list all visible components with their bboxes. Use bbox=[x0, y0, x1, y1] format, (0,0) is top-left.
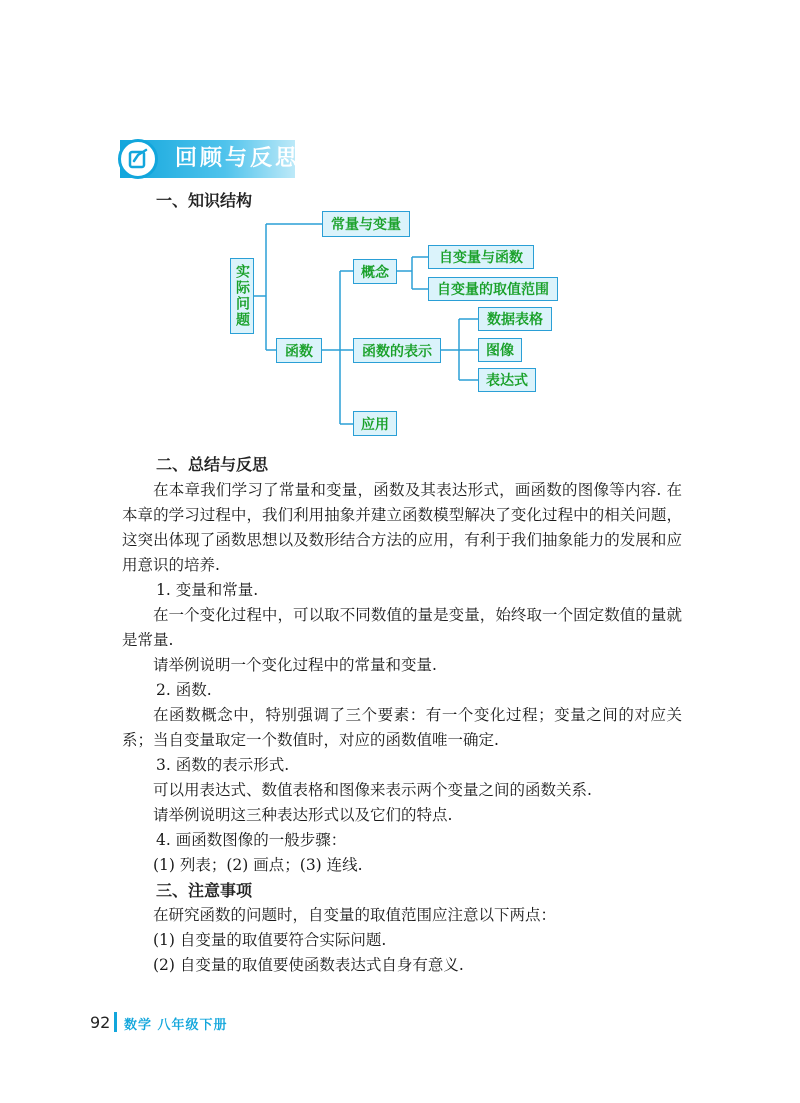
node-function: 函数 bbox=[276, 338, 322, 363]
summary-intro: 在本章我们学习了常量和变量，函数及其表达形式，画函数的图像等内容. 在本章的学习过程中，我们利用抽象并建立函数模型解决了变化过程中的相关问题，这突出体现了函数思想以及数形结合方法的应用，有利于我们抽象能力的发展和应用意识的培养. bbox=[122, 481, 682, 574]
node-real-problem: 实际问题 bbox=[230, 258, 254, 334]
node-representation: 函数的表示 bbox=[353, 338, 441, 363]
point-2-body: 在函数概念中，特别强调了三个要素：有一个变化过程；变量之间的对应关系；当自变量取定一个数值时，对应的函数值唯一确定. bbox=[122, 706, 682, 749]
notes-item-1: (1) 自变量的取值要符合实际问题. bbox=[153, 931, 387, 949]
node-data-table: 数据表格 bbox=[478, 307, 552, 331]
book-title: 数学 八年级下册 bbox=[124, 1018, 228, 1033]
node-application: 应用 bbox=[353, 411, 397, 436]
node-independent-variable-function: 自变量与函数 bbox=[428, 245, 534, 269]
page-number: 92 bbox=[90, 1013, 111, 1032]
node-constant-variable: 常量与变量 bbox=[322, 211, 410, 237]
summary-heading: 二、总结与反思 bbox=[156, 455, 269, 474]
point-1-body: 在一个变化过程中，可以取不同数值的量是变量，始终取一个固定数值的量就是常量. bbox=[122, 606, 682, 649]
section-title: 回顾与反思 bbox=[175, 146, 301, 171]
node-concept: 概念 bbox=[353, 259, 397, 284]
node-expression: 表达式 bbox=[478, 368, 536, 392]
notes-heading: 三、注意事项 bbox=[156, 881, 253, 900]
point-3-body: 可以用表达式、数值表格和图像来表示两个变量之间的函数关系. bbox=[153, 781, 592, 799]
notes-item-2: (2) 自变量的取值要使函数表达式自身有意义. bbox=[153, 956, 464, 974]
node-graph: 图像 bbox=[478, 338, 522, 362]
point-3-task: 请举例说明这三种表达形式以及它们的特点. bbox=[153, 806, 453, 824]
point-1-task: 请举例说明一个变化过程中的常量和变量. bbox=[153, 656, 437, 674]
notes-intro: 在研究函数的问题时，自变量的取值范围应注意以下两点： bbox=[153, 906, 557, 924]
point-2-title: 2. 函数. bbox=[156, 681, 212, 699]
point-4-title: 4. 画函数图像的一般步骤： bbox=[156, 831, 347, 849]
footer-divider bbox=[114, 1012, 117, 1032]
point-4-steps: (1) 列表；(2) 画点；(3) 连线. bbox=[153, 856, 363, 874]
point-3-title: 3. 函数的表示形式. bbox=[156, 756, 290, 774]
node-domain: 自变量的取值范围 bbox=[428, 277, 558, 301]
point-1-title: 1. 变量和常量. bbox=[156, 581, 259, 599]
knowledge-heading: 一、知识结构 bbox=[156, 191, 253, 210]
